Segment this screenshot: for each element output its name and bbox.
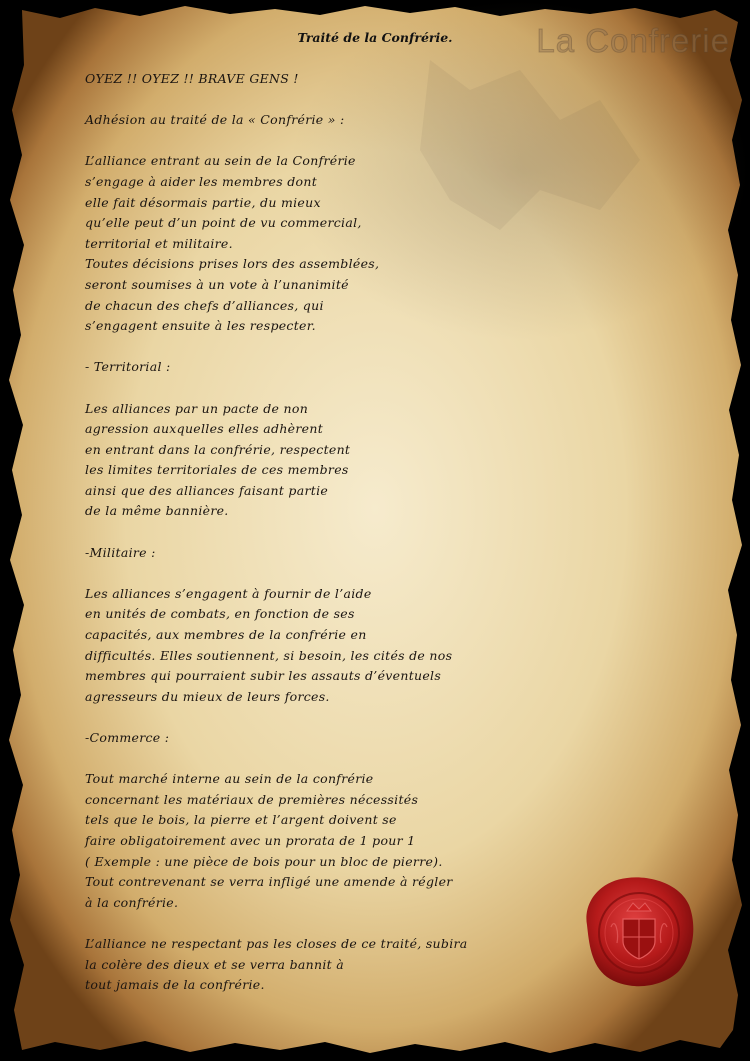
body-line: difficultés. Elles soutiennent, si besoin, les cités de nos (85, 647, 453, 663)
body-line: s’engagent ensuite à les respecter. (85, 318, 316, 334)
body-line: membres qui pourraient subir les assauts d’éventuels (85, 668, 442, 684)
body-line: seront soumises à un vote à l’unanimité (85, 276, 349, 292)
body-line (85, 707, 575, 728)
body-line: s’engage à aider les membres dont (85, 173, 318, 189)
body-line (85, 913, 575, 934)
body-line: Les alliances s’engagent à fournir de l’aide (85, 585, 372, 601)
body-line (85, 378, 575, 399)
body-line: Tout marché interne au sein de la confrérie (85, 771, 374, 787)
body-line: elle fait désormais partie, du mieux (85, 194, 321, 210)
body-line: qu’elle peut d’un point de vu commercial, (85, 215, 362, 231)
body-line: ainsi que des alliances faisant partie (85, 482, 329, 498)
body-line: faire obligatoirement avec un prorata de 1 pour 1 (85, 832, 416, 848)
body-line: -Militaire : (85, 544, 156, 560)
body-line: tout jamais de la confrérie. (85, 977, 265, 993)
body-line: agression auxquelles elles adhèrent (85, 421, 324, 437)
body-line: de chacun des chefs d’alliances, qui (85, 297, 324, 313)
body-line: en unités de combats, en fonction de ses (85, 606, 355, 622)
document-title: Traité de la Confrérie. (297, 30, 453, 45)
body-line (85, 131, 575, 152)
document-body (85, 69, 575, 996)
watermark-logo: La Confrerie (536, 22, 730, 59)
body-line (85, 749, 575, 770)
body-line: Adhésion au traité de la « Confrérie » : (85, 112, 345, 128)
body-line: Tout contrevenant se verra infligé une amende à régler (85, 874, 453, 890)
body-line: tels que le bois, la pierre et l’argent doivent se (85, 812, 397, 828)
body-line (85, 563, 575, 584)
body-line: L’alliance ne respectant pas les closes de ce traité, subira (85, 935, 468, 951)
body-line: la colère des dieux et se verra bannit à (85, 956, 344, 972)
body-line: ( Exemple : une pièce de bois pour un bloc de pierre). (85, 853, 443, 869)
body-line: Les alliances par un pacte de non (85, 400, 309, 416)
body-line: L’alliance entrant au sein de la Confrérie (85, 153, 356, 169)
body-line: -Commerce : (85, 730, 170, 745)
body-line: de la même bannière. (85, 503, 229, 519)
body-line: capacités, aux membres de la confrérie en (85, 627, 367, 643)
body-line: Toutes décisions prises lors des assemblées, (85, 256, 380, 272)
body-line (85, 337, 575, 358)
body-line: - Territorial : (85, 359, 171, 375)
body-line: en entrant dans la confrérie, respectent (85, 441, 351, 457)
body-line: agresseurs du mieux de leurs forces. (85, 688, 330, 704)
body-line: OYEZ !! OYEZ !! BRAVE GENS ! (85, 71, 299, 86)
body-line (85, 522, 575, 543)
body-line (85, 90, 575, 111)
body-line: les limites territoriales de ces membres (85, 462, 349, 478)
body-line: territorial et militaire. (85, 235, 233, 251)
body-line: concernant les matériaux de premières nécessités (85, 791, 419, 807)
body-line: à la confrérie. (85, 894, 179, 910)
wax-seal (586, 877, 693, 986)
